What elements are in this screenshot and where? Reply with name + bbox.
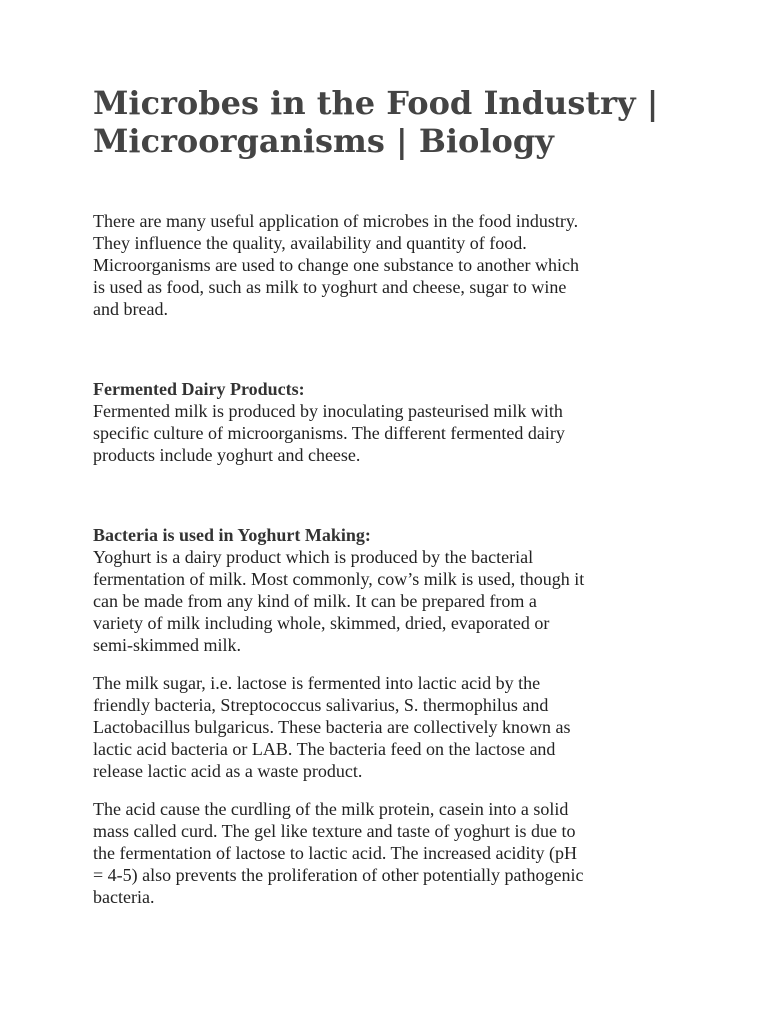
fermented-dairy-section — [93, 378, 693, 466]
yoghurt-section-paragraph-3 — [93, 798, 693, 908]
text-line: mass called curd. The gel like texture and taste of yoghurt is due to — [93, 821, 576, 841]
text-line: Yoghurt is a dairy product which is produced by the bacterial — [93, 547, 534, 567]
text-line: They influence the quality, availability and quantity of food. — [93, 233, 527, 253]
document-content — [93, 84, 693, 908]
text-line: Lactobacillus bulgaricus. These bacteria are collectively known as — [93, 717, 571, 737]
text-line: bacteria. — [93, 887, 155, 907]
spacer — [93, 160, 693, 210]
intro-paragraph — [93, 210, 693, 320]
spacer — [93, 466, 693, 524]
text-line: fermentation of milk. Most commonly, cow’s milk is used, though it — [93, 569, 585, 589]
text-line: the fermentation of lactose to lactic acid. The increased acidity (pH — [93, 843, 577, 863]
text-line: Fermented milk is produced by inoculating pasteurised milk with — [93, 401, 563, 421]
text-line: = 4-5) also prevents the proliferation of other potentially pathogenic — [93, 865, 584, 885]
text-line: and bread. — [93, 299, 168, 319]
title-line: Microorganisms | Biology — [93, 122, 554, 160]
text-line: can be made from any kind of milk. It can be prepared from a — [93, 591, 537, 611]
text-line: variety of milk including whole, skimmed, dried, evaporated or — [93, 613, 550, 633]
text-line: products include yoghurt and cheese. — [93, 445, 361, 465]
yoghurt-section-paragraph-2 — [93, 672, 693, 782]
text-line: specific culture of microorganisms. The different fermented dairy — [93, 423, 565, 443]
text-line: The acid cause the curdling of the milk protein, casein into a solid — [93, 799, 569, 819]
text-line: There are many useful application of microbes in the food industry. — [93, 211, 579, 231]
section-heading: Bacteria is used in Yoghurt Making: — [93, 525, 371, 545]
text-line: friendly bacteria, Streptococcus salivarius, S. thermophilus and — [93, 695, 549, 715]
section-heading: Fermented Dairy Products: — [93, 379, 305, 399]
spacer — [93, 320, 693, 378]
spacer — [93, 656, 693, 672]
text-line: lactic acid bacteria or LAB. The bacteria feed on the lactose and — [93, 739, 556, 759]
spacer — [93, 782, 693, 798]
text-line: is used as food, such as milk to yoghurt and cheese, sugar to wine — [93, 277, 567, 297]
text-line: Microorganisms are used to change one substance to another which — [93, 255, 580, 275]
text-line: release lactic acid as a waste product. — [93, 761, 363, 781]
page-title — [93, 84, 693, 160]
yoghurt-section-paragraph-1 — [93, 524, 693, 656]
title-line: Microbes in the Food Industry | — [93, 84, 659, 122]
text-line: semi-skimmed milk. — [93, 635, 241, 655]
text-line: The milk sugar, i.e. lactose is fermented into lactic acid by the — [93, 673, 541, 693]
